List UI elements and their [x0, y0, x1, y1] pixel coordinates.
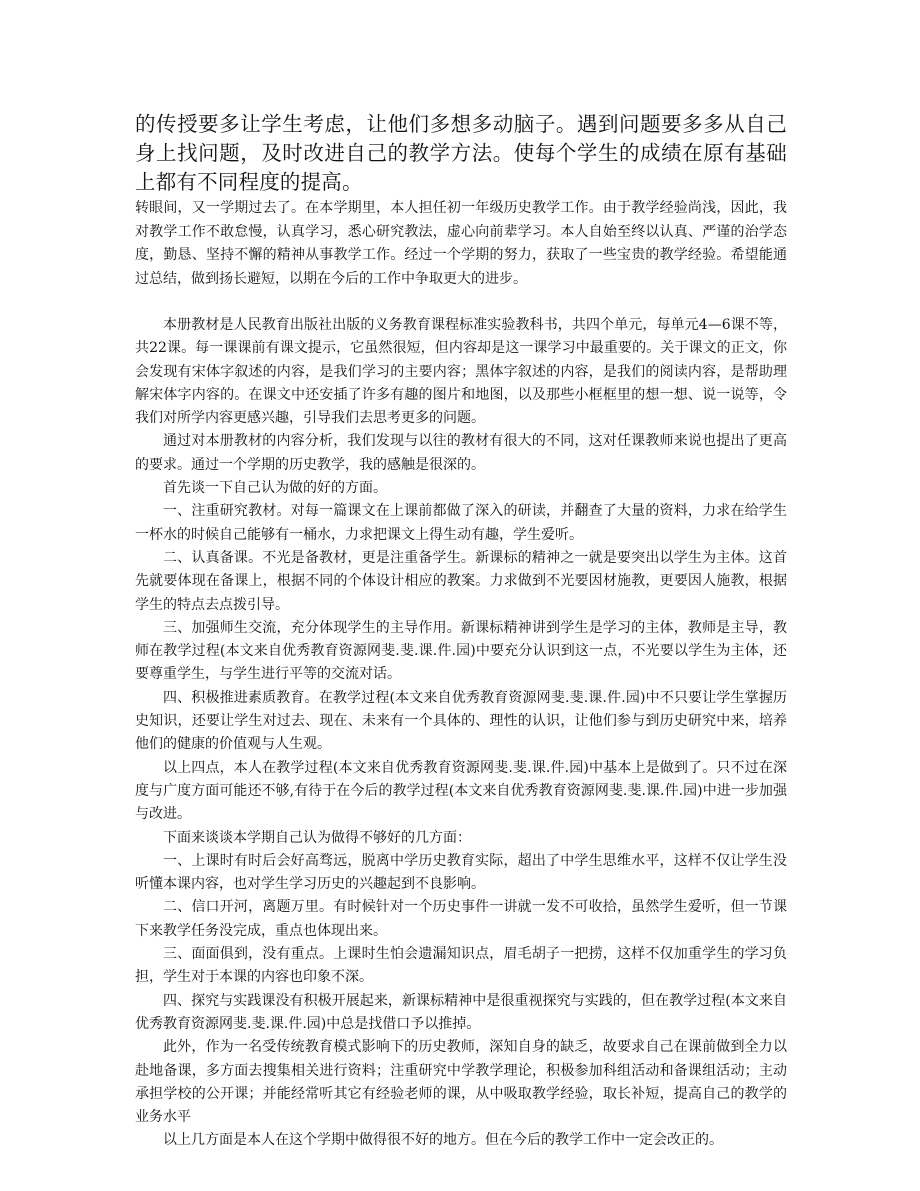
body-paragraph-1: 本册教材是人民教育出版社出版的义务教育课程标准实验教科书，共四个单元，每单元4—6课不等，共22课。每一课课前有课文提示，它虽然很短，但内容却是这一课学习中最重要的。关于课文的正文，你会发现有宋体字叙述的内容，是我们学习的主要内容；黑体字叙述的内容，是我们的阅读内容，是帮助理解宋体字内容的。在课文中还安插了许多有趣的图片和地图，以及那些小框框里的想一想、说一说等，令我们对所学内容更感兴趣，引导我们去思考更多的问题。 [135, 317, 787, 427]
body-paragraph-6: 三、加强师生交流，充分体现学生的主导作用。新课标精神讲到学生是学习的主体，教师是主导，教师在教学过程(本文来自优秀教育资源网斐.斐.课.件.园)中要充分认识到这一点，不光要以学生为主体，还要尊重学生，与学生进行平等的交流对话。 [135, 619, 787, 683]
document-page [135, 110, 787, 1153]
body-paragraph-8: 以上四点，本人在教学过程(本文来自优秀教育资源网斐.斐.课.件.园)中基本上是做到了。只不过在深度与广度方面可能还不够,有待于在今后的教学过程(本文来自优秀教育资源网斐.斐.课.件.园)中进一步加强与改进。 [135, 759, 787, 823]
body-paragraph-4: 一、注重研究教材。对每一篇课文在上课前都做了深入的研读，并翻查了大量的资料，力求在给学生一杯水的时候自己能够有一桶水，力求把课文上得生动有趣，学生爱听。 [135, 503, 787, 543]
body-paragraph-12: 三、面面俱到，没有重点。上课时生怕会遗漏知识点，眉毛胡子一把捞，这样不仅加重学生的学习负担，学生对于本课的内容也印象不深。 [135, 946, 787, 986]
paragraph-spacer [135, 291, 787, 314]
body-paragraph-2: 通过对本册教材的内容分析，我们发现与以往的教材有很大的不同，这对任课教师来说也提出了更高的要求。通过一个学期的历史教学，我的感触是很深的。 [135, 433, 787, 473]
body-paragraph-3: 首先谈一下自己认为做的好的方面。 [163, 480, 387, 497]
body-paragraph-13: 四、探究与实践课没有积极开展起来，新课标精神中是很重视探究与实践的，但在教学过程(本文来自优秀教育资源网斐.斐.课.件.园)中总是找借口予以推掉。 [135, 992, 787, 1032]
body-paragraph-15: 以上几方面是本人在这个学期中做得很不好的地方。但在今后的教学工作中一定会改正的。 [163, 1132, 723, 1149]
body-paragraph-7: 四、积极推进素质教育。在教学过程(本文来自优秀教育资源网斐.斐.课.件.园)中不只要让学生掌握历史知识，还要让学生对过去、现在、未来有一个具体的、理性的认识，让他们参与到历史研究中来，培养他们的健康的价值观与人生观。 [135, 689, 787, 753]
body-paragraph-11: 二、信口开河，离题万里。有时候针对一个历史事件一讲就一发不可收拾，虽然学生爱听，但一节课下来教学任务没完成，重点也体现出来。 [135, 899, 787, 939]
heading-paragraph: 的传授要多让学生考虑，让他们多想多动脑子。遇到问题要多多从自己身上找问题，及时改进自己的教学方法。使每个学生的成绩在原有基础上都有不同程度的提高。 [135, 112, 787, 194]
body-paragraph-14: 此外，作为一名受传统教育模式影响下的历史教师，深知自身的缺乏，故要求自己在课前做到全力以赴地备课，多方面去搜集相关进行资料；注重研究中学教学理论，积极参加科组活动和备课组活动；主动承担学校的公开课；并能经常听其它有经验老师的课，从中吸取教学经验，取长补短，提高自己的教学的业务水平 [135, 1039, 787, 1126]
body-paragraph-10: 一、上课时有时后会好高骛远，脱离中学历史教育实际，超出了中学生思维水平，这样不仅让学生没听懂本课内容，也对学生学习历史的兴趣起到不良影响。 [135, 852, 787, 893]
body-paragraph-5: 二、认真备课。不光是备教材，更是注重备学生。新课标的精神之一就是要突出以学生为主体。这首先就要体现在备课上，根据不同的个体设计相应的教案。力求做到不光要因材施教，更要因人施教，根据学生的特点去点拨引导。 [135, 549, 787, 613]
body-paragraph-9: 下面来谈谈本学期自己认为做得不够好的几方面： [163, 829, 471, 846]
intro-paragraph: 转眼间，又一学期过去了。在本学期里，本人担任初一年级历史教学工作。由于教学经验尚浅，因此，我对教学工作不敢怠慢，认真学习，悉心研究教法，虚心向前辈学习。本人自始至终以认真、严谨的治学态度，勤恳、坚持不懈的精神从事教学工作。经过一个学期的努力，获取了一些宝贵的教学经验。希望能通过总结，做到扬长避短，以期在今后的工作中争取更大的进步。 [135, 200, 787, 287]
